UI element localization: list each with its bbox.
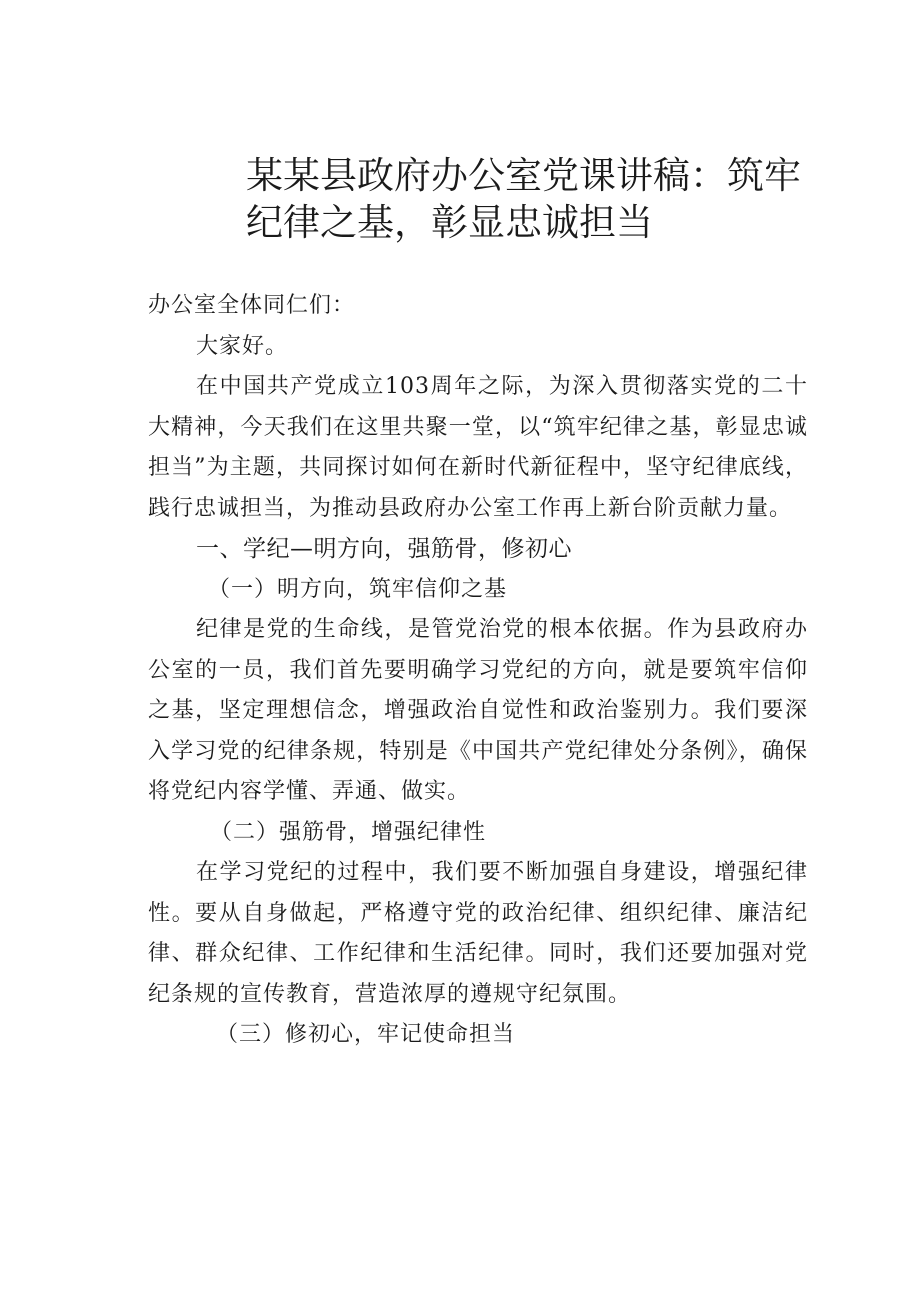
subsection-heading-1: （一）明方向，筑牢信仰之基 <box>208 576 508 602</box>
subsection-paragraph-1: 纪律是党的生命线，是管党治党的根本依据。作为县政府办公室的一员，我们首先要明确学习党纪的方向，就是要筑牢信仰之基，坚定理想信念，增强政治自觉性和政治鉴别力。我们要深入学习党的纪律条规，特别是《中国共产党纪律处分条例》，确保将党纪内容学懂、弄通、做实。 <box>148 617 808 804</box>
intro-paragraph: 在中国共产党成立103周年之际，为深入贯彻落实党的二十大精神，今天我们在这里共聚一堂，以“筑牢纪律之基，彰显忠诚担当”为主题，共同探讨如何在新时代新征程中，坚守纪律底线，践行忠诚担当，为推动县政府办公室工作再上新台阶贡献力量。 <box>148 374 808 521</box>
subsection-heading-2: （二）强筋骨，增强纪律性 <box>210 819 487 845</box>
greeting: 大家好。 <box>196 333 289 359</box>
section-heading-1: 一、学纪—明方向，强筋骨，修初心 <box>196 536 572 562</box>
document-body <box>148 286 808 1056</box>
subsection-paragraph-2: 在学习党纪的过程中，我们要不断加强自身建设，增强纪律性。要从自身做起，严格遵守党的政治纪律、组织纪律、廉洁纪律、群众纪律、工作纪律和生活纪律。同时，我们还要加强对党纪条规的宣传教育，营造浓厚的遵规守纪氛围。 <box>148 860 808 1007</box>
salutation: 办公室全体同仁们： <box>148 293 356 318</box>
document-title: 某某县政府办公室党课讲稿：筑牢纪律之基，彰显忠诚担当 <box>246 154 801 244</box>
subsection-heading-3: （三）修初心，牢记使命担当 <box>216 1022 516 1047</box>
